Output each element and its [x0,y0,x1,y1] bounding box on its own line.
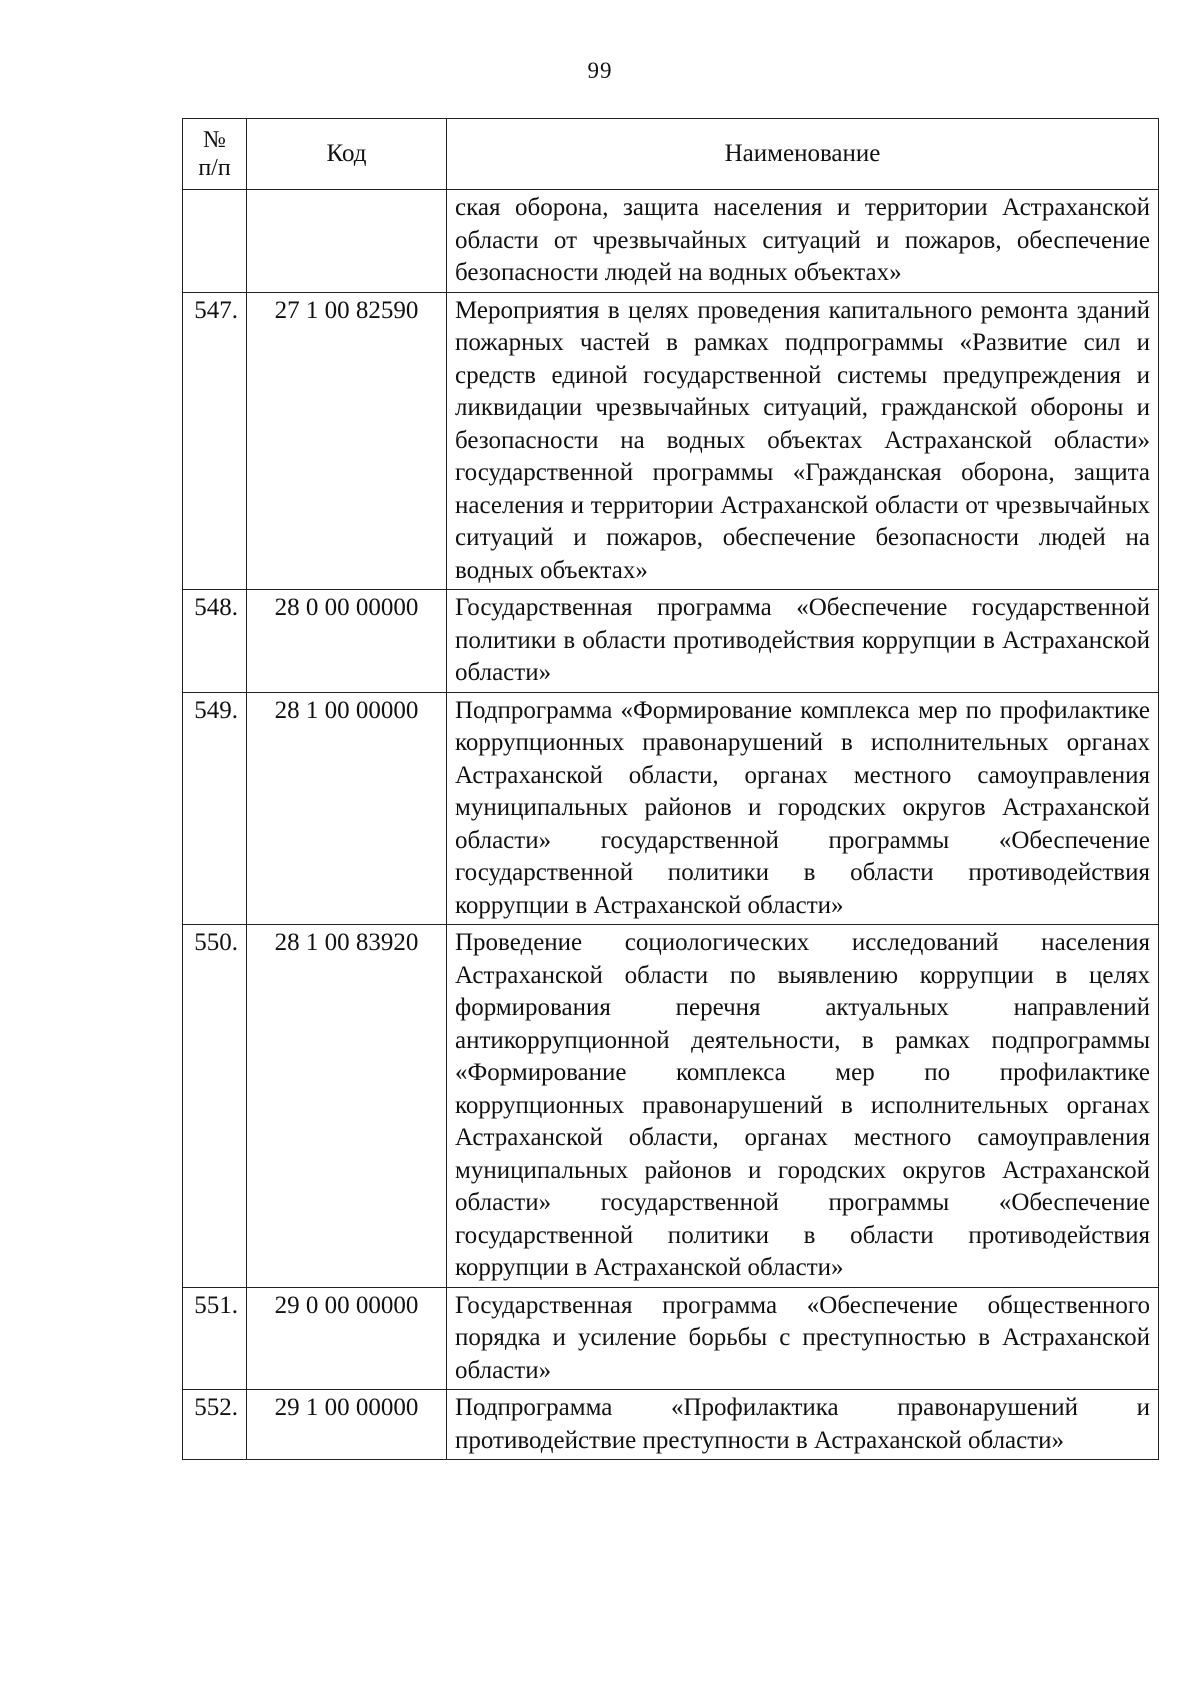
table-row [183,190,1159,293]
row-number: 547. [183,292,247,590]
row-name: Подпрограмма «Формирование комплекса мер по профилактике коррупционных правонарушений в исполнительных органах Астраханской области, органах местного самоуправления муниципальных районов и городских округов Астраханской области» государственной программы «Обеспечение государственной политики в области противодействия коррупции в Астраханской области» [447,692,1159,925]
row-name: Проведение социологических исследований населения Астраханской области по выявлению коррупции в целях формирования перечня актуальных направлений антикоррупционной деятельности, в рамках подпрограммы «Формирование комплекса мер по профилактике коррупционных правонарушений в исполнительных органах Астраханской области, органах местного самоуправления муниципальных районов и городских округов Астраханской области» государственной программы «Обеспечение государственной политики в области противодействия коррупции в Астраханской области» [447,925,1159,1288]
table-row [183,292,1159,590]
row-code: 29 1 00 00000 [247,1390,447,1460]
row-code: 28 1 00 00000 [247,692,447,925]
header-name: Наименование [447,119,1159,190]
row-number: 548. [183,590,247,693]
budget-classification-table [182,118,1159,1460]
table-row [183,1390,1159,1460]
header-number-abbr: п/п [198,155,231,181]
table-row [183,925,1159,1288]
row-name: Государственная программа «Обеспечение государственной политики в области противодействия коррупции в Астраханской области» [447,590,1159,693]
table-header-row [183,119,1159,190]
row-number: 550. [183,925,247,1288]
table-row [183,590,1159,693]
row-code: 27 1 00 82590 [247,292,447,590]
header-number-symbol: № [203,127,226,153]
row-code: 28 0 00 00000 [247,590,447,693]
row-number [183,190,247,293]
table-row [183,1287,1159,1390]
row-number: 552. [183,1390,247,1460]
row-number: 549. [183,692,247,925]
row-name: ская оборона, защита населения и территории Астраханской области от чрезвычайных ситуаций и пожаров, обеспечение безопасности людей на водных объектах» [447,190,1159,293]
row-code [247,190,447,293]
row-code: 29 0 00 00000 [247,1287,447,1390]
row-number: 551. [183,1287,247,1390]
header-number [183,119,247,190]
row-name: Государственная программа «Обеспечение общественного порядка и усиление борьбы с преступностью в Астраханской области» [447,1287,1159,1390]
row-name: Мероприятия в целях проведения капитального ремонта зданий пожарных частей в рамках подпрограммы «Развитие сил и средств единой государственной системы предупреждения и ликвидации чрезвычайных ситуаций, гражданской обороны и безопасности на водных объектах Астраханской области» государственной программы «Гражданская оборона, защита населения и территории Астраханской области от чрезвычайных ситуаций и пожаров, обеспечение безопасности людей на водных объектах» [447,292,1159,590]
table-row [183,692,1159,925]
row-name: Подпрограмма «Профилактика правонарушений и противодействие преступности в Астраханской области» [447,1390,1159,1460]
header-code: Код [247,119,447,190]
row-code: 28 1 00 83920 [247,925,447,1288]
page-number: 99 [587,58,613,83]
